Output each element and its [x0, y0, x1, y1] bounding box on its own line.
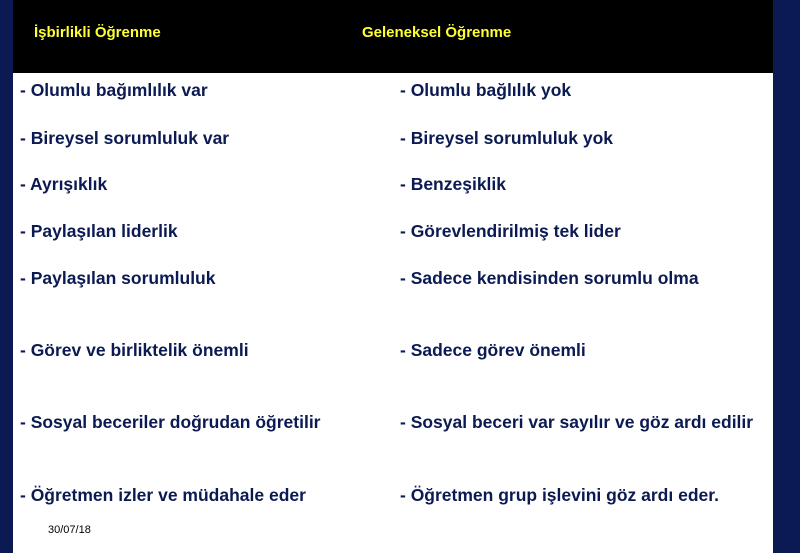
table-row	[13, 221, 773, 245]
traditional-item: - Sosyal beceri var sayılır ve göz ardı edilir	[400, 412, 754, 432]
table-row	[13, 412, 773, 436]
slide	[13, 0, 773, 553]
cooperative-item: - Olumlu bağımlılık var	[20, 80, 208, 100]
traditional-item: - Öğretmen grup işlevini göz ardı eder.	[400, 485, 719, 505]
column-title-traditional: Geleneksel Öğrenme	[362, 24, 512, 41]
column-title-cooperative: İşbirlikli Öğrenme	[34, 24, 161, 41]
table-row	[13, 485, 773, 509]
table-header	[13, 0, 773, 73]
cooperative-item: - Öğretmen izler ve müdahale eder	[20, 485, 306, 505]
traditional-item: - Sadece kendisinden sorumlu olma	[400, 268, 699, 288]
cooperative-item: - Paylaşılan sorumluluk	[20, 268, 216, 288]
traditional-item: - Görevlendirilmiş tek lider	[400, 221, 621, 241]
table-row	[13, 340, 773, 364]
cooperative-item: - Görev ve birliktelik önemli	[20, 340, 249, 360]
table-row	[13, 268, 773, 292]
traditional-item: - Benzeşiklik	[400, 174, 507, 194]
cooperative-item: - Ayrışıklık	[20, 174, 108, 194]
table-row	[13, 174, 773, 198]
traditional-item: - Olumlu bağlılık yok	[400, 80, 572, 100]
cooperative-item: - Sosyal beceriler doğrudan öğretilir	[20, 412, 321, 432]
cooperative-item: - Paylaşılan liderlik	[20, 221, 178, 241]
traditional-item: - Bireysel sorumluluk yok	[400, 128, 613, 148]
table-row	[13, 80, 773, 104]
cooperative-item: - Bireysel sorumluluk var	[20, 128, 230, 148]
table-row	[13, 128, 773, 152]
traditional-item: - Sadece görev önemli	[400, 340, 586, 360]
slide-date: 30/07/18	[48, 524, 91, 536]
